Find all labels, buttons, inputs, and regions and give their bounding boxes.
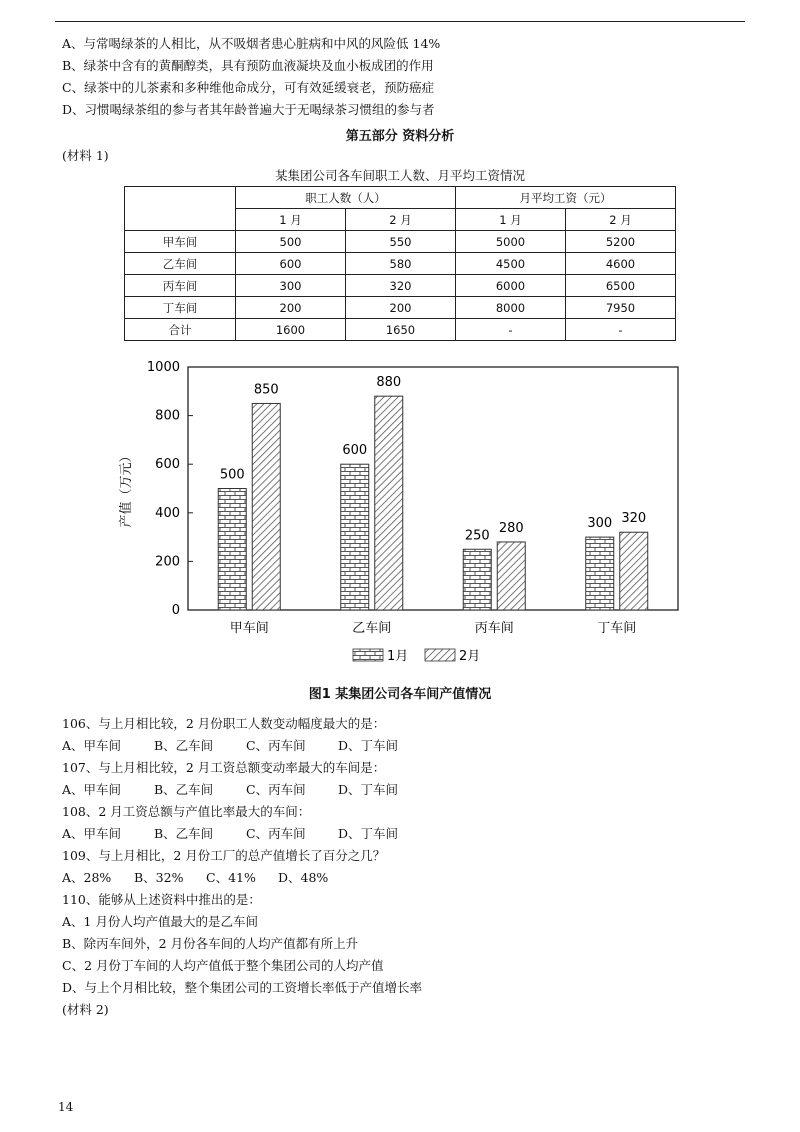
table-row-total (125, 319, 676, 341)
answer-option[interactable]: A、甲车间 (62, 738, 122, 753)
sub-header: 1 月 (236, 209, 346, 231)
bar-feb (497, 542, 525, 610)
cell: 320 (346, 275, 456, 297)
table-corner-cell (125, 187, 236, 231)
answer-option[interactable]: C、2 月份丁车间的人均产值低于整个集团公司的人均产值 (62, 958, 384, 973)
answer-option[interactable]: B、除丙车间外，2 月份各车间的人均产值都有所上升 (62, 936, 359, 951)
table-row (125, 253, 676, 275)
cell: 1650 (346, 319, 456, 341)
answer-option[interactable]: C、丙车间 (246, 782, 306, 797)
row-label: 合计 (125, 319, 236, 341)
y-axis-label: 产值（万元） (119, 449, 134, 528)
bar-jan (463, 549, 491, 610)
bar-value-label: 280 (498, 520, 524, 536)
bar-value-label: 880 (376, 375, 402, 391)
legend-swatch-feb (425, 649, 455, 661)
legend-swatch-jan (353, 649, 383, 661)
header-rule (55, 21, 745, 22)
prev-option-b: B、绿茶中含有的黄酮醇类，具有预防血液凝块及血小板成团的作用 (62, 58, 434, 73)
prev-option-d: D、习惯喝绿茶组的参与者其年龄普遍大于无喝绿茶习惯组的参与者 (62, 102, 435, 117)
answer-option[interactable]: B、乙车间 (154, 782, 214, 797)
table-row (125, 275, 676, 297)
answer-option[interactable]: C、丙车间 (246, 826, 306, 841)
answer-option[interactable]: A、28% (62, 870, 112, 885)
cell: 1600 (236, 319, 346, 341)
x-category-label: 甲车间 (229, 621, 269, 636)
row-label: 丙车间 (125, 275, 236, 297)
bar-value-label: 600 (342, 443, 368, 459)
y-tick-label: 400 (155, 505, 180, 521)
y-tick-label: 1000 (146, 360, 180, 375)
bar-feb (252, 403, 280, 610)
answer-option[interactable]: A、甲车间 (62, 782, 122, 797)
answer-option[interactable]: B、乙车间 (154, 826, 214, 841)
material-2-label: (材料 2) (62, 1002, 109, 1017)
bar-feb (375, 396, 403, 610)
bar-value-label: 250 (464, 528, 490, 544)
bar-value-label: 500 (219, 467, 245, 483)
output-value-bar-chart (100, 355, 700, 675)
cell: - (566, 319, 676, 341)
cell: 600 (236, 253, 346, 275)
answer-option[interactable]: D、丁车间 (338, 782, 399, 797)
cell: 4500 (456, 253, 566, 275)
staff-wage-table (124, 186, 676, 341)
bar-value-label: 850 (253, 382, 279, 398)
x-category-label: 丁车间 (597, 621, 637, 636)
bar-feb (620, 532, 648, 610)
cell: 5000 (456, 231, 566, 253)
answer-option[interactable]: A、1 月份人均产值最大的是乙车间 (62, 914, 258, 929)
y-tick-label: 200 (155, 554, 180, 570)
section-title: 第五部分 资料分析 (345, 129, 455, 144)
question-options (62, 869, 350, 887)
bar-jan (218, 489, 246, 611)
cell: 5200 (566, 231, 676, 253)
cell: 500 (236, 231, 346, 253)
cell: 580 (346, 253, 456, 275)
legend-label-feb: 2月 (459, 649, 481, 664)
prev-option-c: C、绿茶中的儿茶素和多种维他命成分，可有效延缓衰老，预防癌症 (62, 80, 435, 95)
chart-caption: 图1 某集团公司各车间产值情况 (308, 687, 492, 702)
cell: 6500 (566, 275, 676, 297)
bar-jan (341, 464, 369, 610)
table-row (125, 231, 676, 253)
question-stem: 109、与上月相比，2 月份工厂的总产值增长了百分之几？ (62, 848, 386, 863)
cell: 550 (346, 231, 456, 253)
row-label: 甲车间 (125, 231, 236, 253)
sub-header: 2 月 (566, 209, 676, 231)
x-category-label: 丙车间 (474, 621, 514, 636)
question-stem: 106、与上月相比较，2 月份职工人数变动幅度最大的是： (62, 716, 386, 731)
answer-option[interactable]: B、乙车间 (154, 738, 214, 753)
answer-option[interactable]: D、丁车间 (338, 738, 399, 753)
question-options (62, 737, 430, 755)
cell: 6000 (456, 275, 566, 297)
cell: - (456, 319, 566, 341)
prev-option-a: A、与常喝绿茶的人相比，从不吸烟者患心脏病和中风的风险低 14% (62, 36, 441, 51)
question-stem: 107、与上月相比较，2 月工资总额变动率最大的车间是： (62, 760, 386, 775)
bar-value-label: 300 (587, 516, 613, 532)
legend-label-jan: 1月 (387, 649, 409, 664)
table-row (125, 297, 676, 319)
y-tick-label: 800 (155, 408, 180, 424)
cell: 300 (236, 275, 346, 297)
sub-header: 2 月 (346, 209, 456, 231)
cell: 200 (236, 297, 346, 319)
cell: 200 (346, 297, 456, 319)
answer-option[interactable]: C、丙车间 (246, 738, 306, 753)
x-category-label: 乙车间 (352, 621, 392, 636)
row-label: 丁车间 (125, 297, 236, 319)
cell: 7950 (566, 297, 676, 319)
question-options (62, 825, 430, 843)
cell: 4600 (566, 253, 676, 275)
answer-option[interactable]: D、丁车间 (338, 826, 399, 841)
y-tick-label: 600 (155, 457, 180, 473)
cell: 8000 (456, 297, 566, 319)
row-label: 乙车间 (125, 253, 236, 275)
question-stem: 108、2 月工资总额与产值比率最大的车间： (62, 804, 311, 819)
y-tick-label: 0 (171, 603, 180, 618)
table-title: 某集团公司各车间职工人数、月平均工资情况 (274, 168, 525, 183)
group-header-staff: 职工人数（人） (236, 187, 456, 209)
answer-option[interactable]: B、32% (134, 870, 184, 885)
bar-value-label: 320 (621, 511, 647, 527)
page-number: 14 (58, 1100, 74, 1114)
bar-jan (586, 537, 614, 610)
question-stem: 110、能够从上述资料中推出的是： (62, 892, 261, 907)
answer-option[interactable]: A、甲车间 (62, 826, 122, 841)
sub-header: 1 月 (456, 209, 566, 231)
material-1-label: (材料 1) (62, 148, 109, 163)
question-options (62, 781, 430, 799)
answer-option[interactable]: D、与上个月相比较，整个集团公司的工资增长率低于产值增长率 (62, 980, 423, 995)
answer-option[interactable]: D、48% (278, 870, 329, 885)
answer-option[interactable]: C、41% (206, 870, 256, 885)
group-header-wage: 月平均工资（元） (456, 187, 676, 209)
